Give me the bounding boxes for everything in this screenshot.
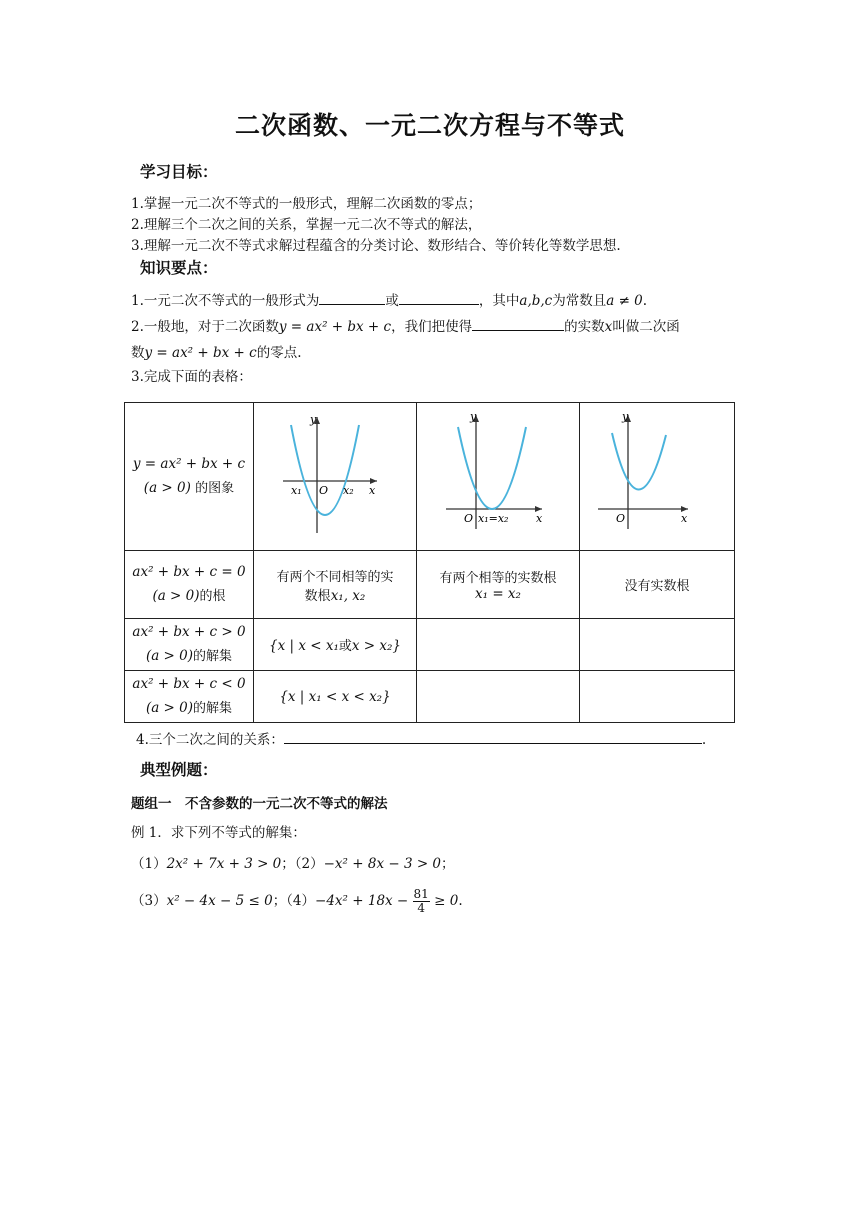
row-head-greater <box>125 619 254 671</box>
knowledge-heading: 知识要点： <box>140 259 218 277</box>
graph-cell-double-root <box>417 403 580 551</box>
knowledge-point-2-text-e: 数 <box>131 345 145 361</box>
y-label: y <box>470 409 477 423</box>
fill-blank[interactable] <box>399 292 479 305</box>
or-text: 或 <box>338 639 352 654</box>
fraction-81-4 <box>413 888 430 915</box>
table-row-less <box>125 671 735 723</box>
knowledge-point-2-text-b: ，我们把使得 <box>391 319 473 335</box>
example-1-title: 例 1．求下列不等式的解集： <box>131 825 306 841</box>
example-1-row-2 <box>131 888 463 915</box>
func-label: y = ax² + bx + c <box>132 456 246 472</box>
period: . <box>701 732 707 748</box>
table-row-roots <box>125 551 735 619</box>
separator: ； <box>441 856 455 872</box>
y-label: y <box>622 409 629 423</box>
parabola-curve <box>458 427 526 509</box>
x2-label: x₂ <box>343 483 354 497</box>
double-root-eq: x₁ = x₂ <box>475 586 521 602</box>
origin-label: O <box>464 511 474 525</box>
solution-cell-less-two <box>254 671 417 723</box>
row-head-roots <box>125 551 254 619</box>
x1-equals-x2-label: x₁=x₂ <box>478 511 509 525</box>
origin-label: O <box>616 511 626 525</box>
parabola-double-root-graph <box>418 405 578 545</box>
solution-cell-greater-double[interactable] <box>417 619 580 671</box>
origin-label: O <box>319 483 329 497</box>
solution-set-part-a: {x | x < x₁ <box>268 638 339 654</box>
goals-heading: 学习目标： <box>140 163 218 181</box>
knowledge-point-2-text-f: 的零点. <box>256 345 302 361</box>
x-label: x <box>681 511 688 525</box>
solution-suffix: 的解集 <box>193 701 233 716</box>
solution-cell-less-double[interactable] <box>417 671 580 723</box>
parabola-no-root-graph <box>580 405 734 545</box>
inequality-label: ax² + bx + c > 0 <box>132 624 246 640</box>
knowledge-point-2-text-d: 叫做二次函 <box>612 319 680 335</box>
fraction-numerator: 81 <box>413 887 429 901</box>
cond-label: (a > 0) <box>143 480 191 496</box>
variable-x: x <box>604 319 613 335</box>
roots-word: 数根 <box>304 588 331 604</box>
parabola-curve <box>612 433 666 490</box>
fill-blank[interactable] <box>472 318 564 331</box>
roots-cell-two <box>254 551 417 619</box>
knowledge-point-2-text-c: 的实数 <box>564 319 605 335</box>
graph-suffix: 的图象 <box>195 481 235 496</box>
row-head-less <box>125 671 254 723</box>
roots-vars: x₁, x₂ <box>330 587 366 604</box>
period: . <box>642 293 648 309</box>
solution-suffix: 的解集 <box>193 649 233 664</box>
quadratic-function: y = ax² + bx + c <box>278 319 392 335</box>
solution-cell-greater-none[interactable] <box>580 619 735 671</box>
question-label: ；（2） <box>281 856 324 872</box>
knowledge-point-1 <box>131 289 647 309</box>
knowledge-point-1-text-b: ，其中 <box>478 293 520 309</box>
fill-blank[interactable] <box>319 292 385 305</box>
roots-cell-none <box>580 551 735 619</box>
knowledge-point-3: 3.完成下面的表格： <box>131 369 252 385</box>
quadratic-function-2: y = ax² + bx + c <box>144 345 257 361</box>
x-label: x <box>536 511 543 525</box>
three-quadratics-table <box>124 402 735 723</box>
solution-cell-greater-two <box>254 619 417 671</box>
graph-cell-no-root <box>580 403 735 551</box>
solution-set-part-b: x > x₂} <box>351 638 401 654</box>
knowledge-point-2-cont <box>131 341 302 361</box>
a-condition: a ≠ 0 <box>606 293 643 309</box>
or-text: 或 <box>385 293 399 309</box>
question-label: （3） <box>131 893 167 909</box>
problem-group-1: 题组一 不含参数的一元二次不等式的解法 <box>131 796 388 812</box>
row-head-graph <box>125 403 254 551</box>
two-roots-text: 有两个不同相等的实 <box>276 569 394 585</box>
solution-cell-less-none[interactable] <box>580 671 735 723</box>
knowledge-point-1-text: 1.一元二次不等式的一般形式为 <box>131 293 320 309</box>
cond-label: (a > 0) <box>145 700 194 716</box>
y-label: y <box>310 412 317 426</box>
inequality-label: ax² + bx + c < 0 <box>132 676 246 692</box>
knowledge-point-4-text: 4.三个二次之间的关系： <box>136 732 284 748</box>
equation-label: ax² + bx + c = 0 <box>132 564 246 580</box>
table-row-greater <box>125 619 735 671</box>
question-3: x² − 4x − 5 ≤ 0 <box>166 893 273 909</box>
cond-label: (a > 0) <box>145 648 194 664</box>
x-label: x <box>369 483 376 497</box>
roots-cell-double <box>417 551 580 619</box>
double-root-text: 有两个相等的实数根 <box>439 571 557 586</box>
knowledge-point-2-text: 2.一般地，对于二次函数 <box>131 319 279 335</box>
example-1-row-1 <box>131 852 455 872</box>
period: . <box>458 893 463 909</box>
parabola-two-roots-graph <box>255 405 415 545</box>
goal-item-3: 3.理解一元二次不等式求解过程蕴含的分类讨论、数形结合、等价转化等数学思想. <box>131 238 621 254</box>
question-label: （1） <box>131 856 167 872</box>
fraction-denominator: 4 <box>417 901 425 915</box>
question-4-part-b: ≥ 0 <box>434 893 459 909</box>
roots-suffix: 的根 <box>199 589 226 604</box>
cond-label: (a > 0) <box>152 588 200 604</box>
solution-set: {x | x₁ < x < x₂} <box>279 688 391 705</box>
examples-heading: 典型例题： <box>140 761 218 779</box>
coeff-vars: a,b,c <box>519 293 553 309</box>
goal-item-2: 2.理解三个二次之间的关系，掌握一元二次不等式的解法， <box>131 217 482 233</box>
knowledge-point-4 <box>136 728 706 748</box>
question-4-part-a: −4x² + 18x − <box>315 893 409 909</box>
question-2: −x² + 8x − 3 > 0 <box>323 856 442 872</box>
question-label: ；（4） <box>272 893 316 909</box>
goal-item-1: 1.掌握一元二次不等式的一般形式，理解二次函数的零点； <box>131 196 482 212</box>
x1-label: x₁ <box>291 483 302 497</box>
graph-cell-two-roots <box>254 403 417 551</box>
table-row-graphs <box>125 403 735 551</box>
parabola-curve <box>291 425 359 515</box>
fill-blank[interactable] <box>284 731 702 744</box>
page-title: 二次函数、一元二次方程与不等式 <box>234 111 625 140</box>
knowledge-point-1-text-c: 为常数且 <box>552 293 607 309</box>
no-roots-text: 没有实数根 <box>624 579 690 594</box>
knowledge-point-2 <box>131 315 680 335</box>
question-1: 2x² + 7x + 3 > 0 <box>166 856 282 872</box>
